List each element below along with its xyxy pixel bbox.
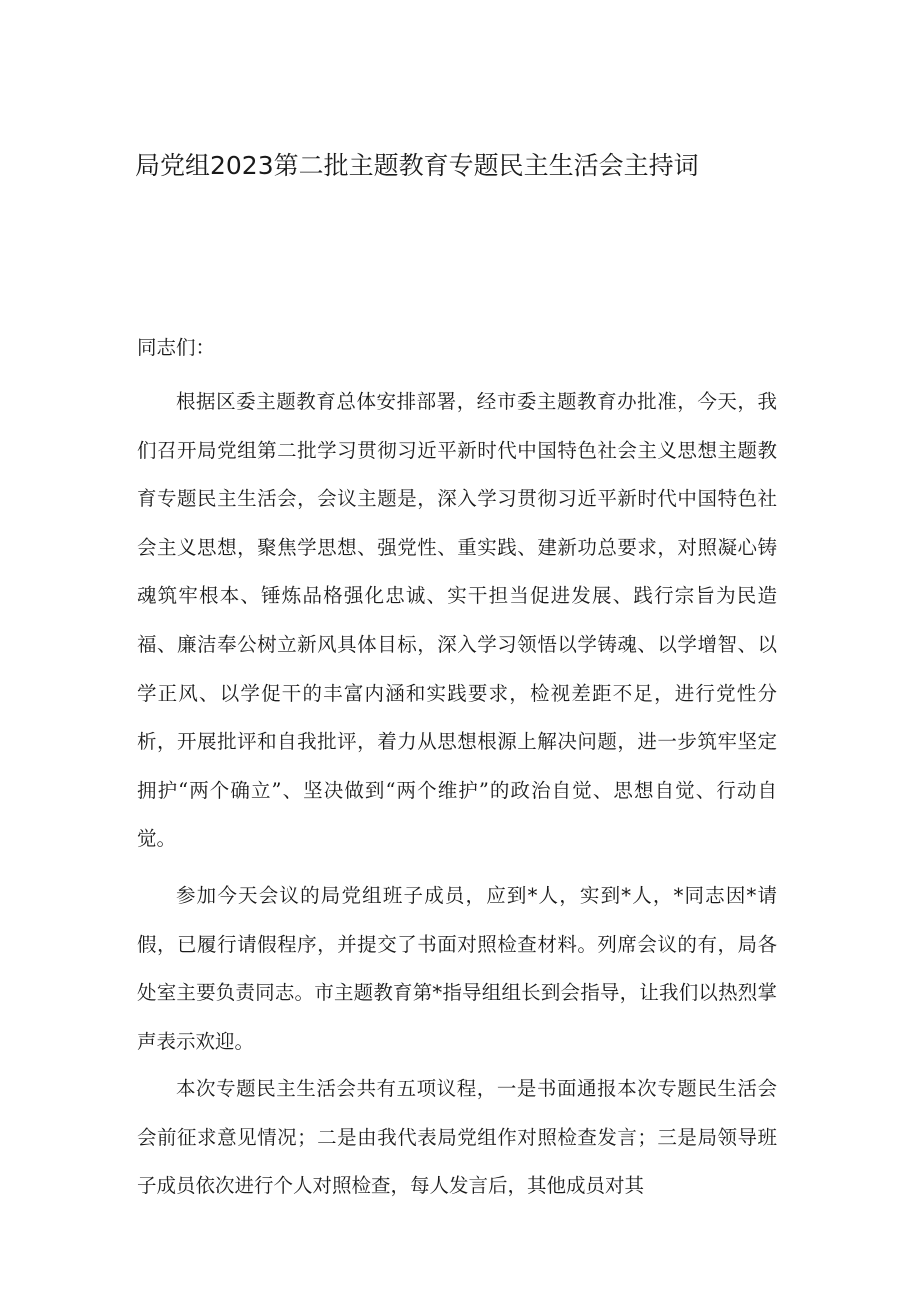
document-title: 局党组2023第二批主题教育专题民主生活会主持词 <box>135 151 699 180</box>
paragraph-agenda: 本次专题民主生活会共有五项议程，一是书面通报本次专题民生活会会前征求意见情况；二是由我代表局党组作对照检查发言；三是局领导班子成员依次进行个人对照检查，每人发言后，其他成员对其 <box>137 1077 777 1198</box>
paragraph-attendance: 参加今天会议的局党组班子成员，应到*人，实到*人，*同志因*请假，已履行请假程序，并提交了书面对照检查材料。列席会议的有，局各处室主要负责同志。市主题教育第*指导组组长到会指导，让我们以热烈掌声表示欢迎。 <box>137 884 777 1053</box>
paragraph-meeting-purpose: 根据区委主题教育总体安排部署，经市委主题教育办批准，今天，我们召开局党组第二批学习贯彻习近平新时代中国特色社会主义思想主题教育专题民主生活会，会议主题是，深入学习贯彻习近平新时代中国特色社会主义思想，聚焦学思想、强党性、重实践、建新功总要求，对照凝心铸魂筑牢根本、锤炼品格强化忠诚、实干担当促进发展、践行宗旨为民造福、廉洁奉公树立新风具体目标，深入学习领悟以学铸魂、以学增智、以学正风、以学促干的丰富内涵和实践要求，检视差距不足，进行党性分析，开展批评和自我批评，着力从思想根源上解决问题，进一步筑牢坚定拥护“两个确立”、坚决做到“两个维护”的政治自觉、思想自觉、行动自觉。 <box>137 390 777 851</box>
salutation: 同志们： <box>137 336 216 359</box>
